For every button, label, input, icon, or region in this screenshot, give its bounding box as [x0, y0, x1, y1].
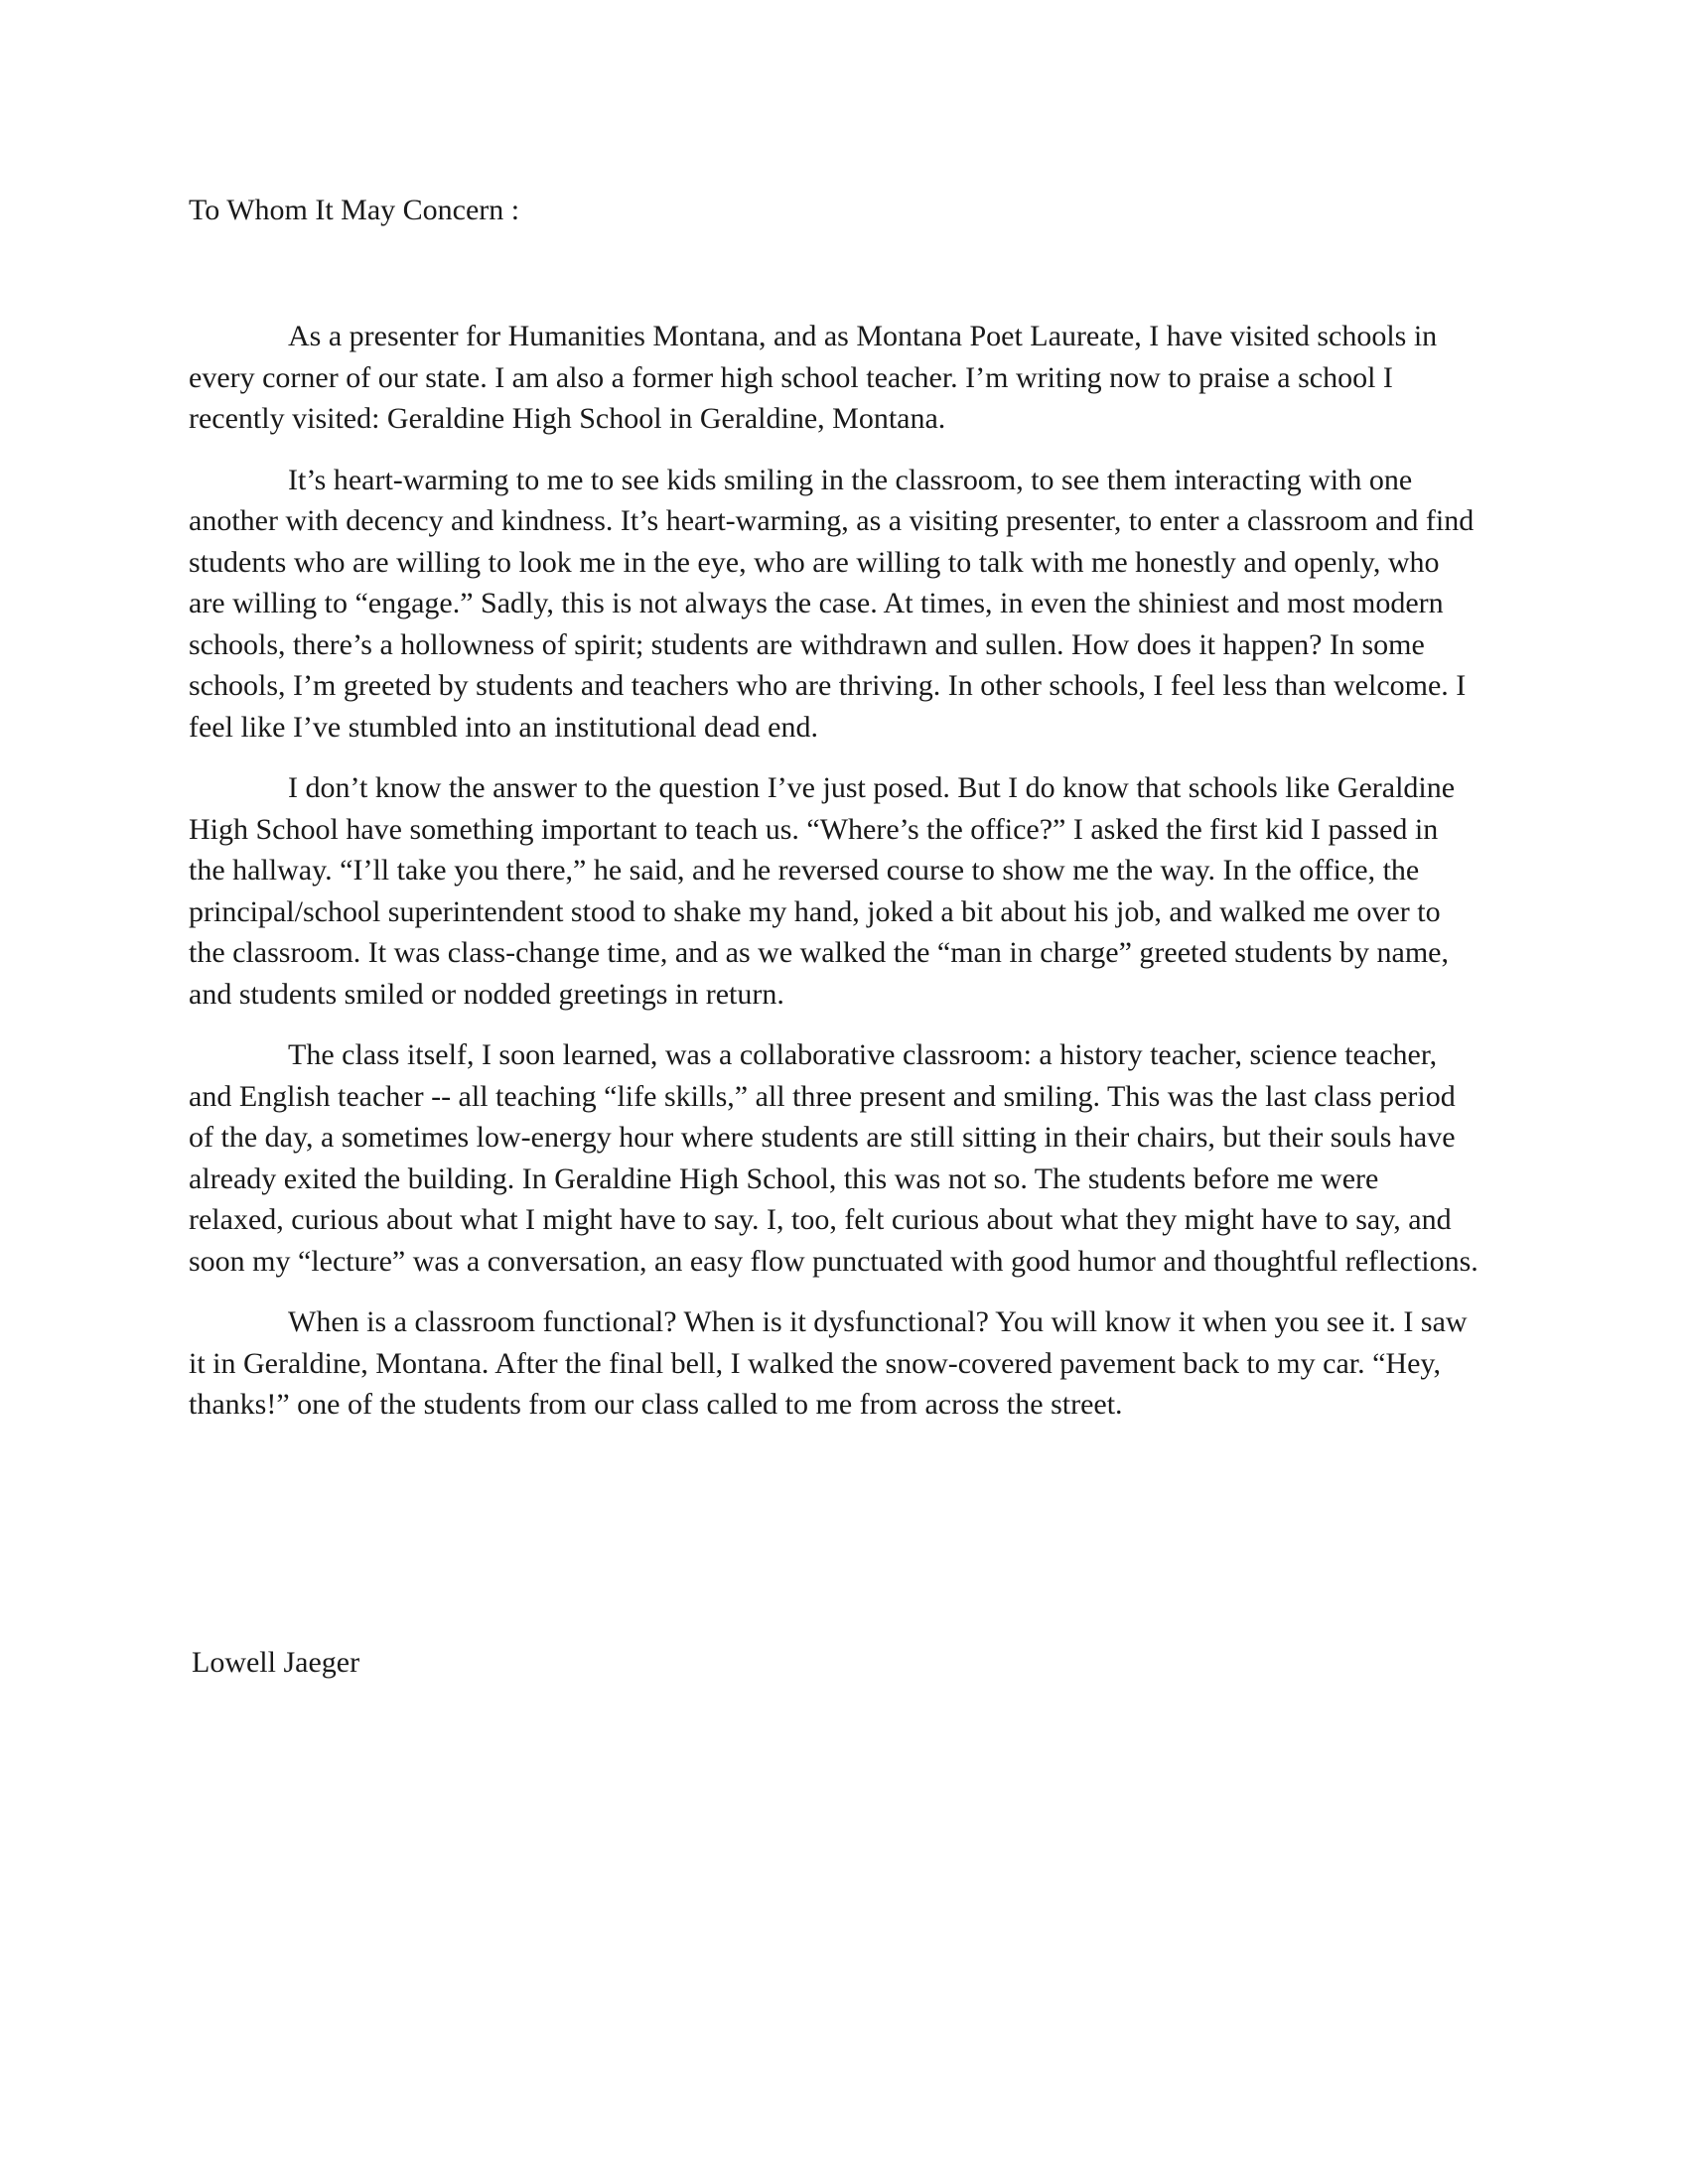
paragraph-5: When is a classroom functional? When is it dysfunctional? You will know it when you see it. I saw it in Geraldine, Montana. After the final bell, I walked the snow-covered pavement back to my car. “Hey, thanks!” one of the students from our class called to me from across the street. [189, 1305, 1468, 1421]
paragraph-1: As a presenter for Humanities Montana, and as Montana Poet Laureate, I have visited schools in every corner of our state. I am also a former high school teacher. I’m writing now to praise a school I recently visited: Geraldine High School in Geraldine, Montana. [189, 320, 1438, 435]
salutation: To Whom It May Concern : [189, 194, 520, 226]
letter-body [189, 316, 1479, 1445]
signature: Lowell Jaeger [192, 1646, 360, 1679]
paragraph-2: It’s heart-warming to me to see kids smiling in the classroom, to see them interacting with one another with decency and kindness. It’s heart-warming, as a visiting presenter, to enter a classroom and find students who are willing to look me in the eye, who are willing to talk with me honestly and openly, who are willing to “engage.” Sadly, this is not always the case. At times, in even the shiniest and most modern schools, there’s a hollowness of spirit; students are withdrawn and sullen. How does it happen? In some schools, I’m greeted by students and teachers who are thriving. In other schools, I feel less than welcome. I feel like I’ve stumbled into an institutional dead end. [189, 463, 1475, 744]
paragraph-4: The class itself, I soon learned, was a collaborative classroom: a history teacher, science teacher, and English teacher -- all teaching “life skills,” all three present and smiling. This was the last class period of the day, a sometimes low-energy hour where students are still sitting in their chairs, but their souls have already exited the building. In Geraldine High School, this was not so. The students before me were relaxed, curious about what I might have to say. I, too, felt curious about what they might have to say, and soon my “lecture” was a conversation, an easy flow punctuated with good humor and thoughtful reflections. [189, 1038, 1478, 1278]
paragraph-3: I don’t know the answer to the question I’ve just posed. But I do know that schools like Geraldine High School have something important to teach us. “Where’s the office?” I asked the first kid I passed in the hallway. “I’ll take you there,” he said, and he reversed course to show me the way. In the office, the principal/school superintendent stood to shake my hand, joked a bit about his job, and walked me over to the classroom. It was class-change time, and as we walked the “man in charge” greeted students by name, and students smiled or nodded greetings in return. [189, 771, 1456, 1011]
